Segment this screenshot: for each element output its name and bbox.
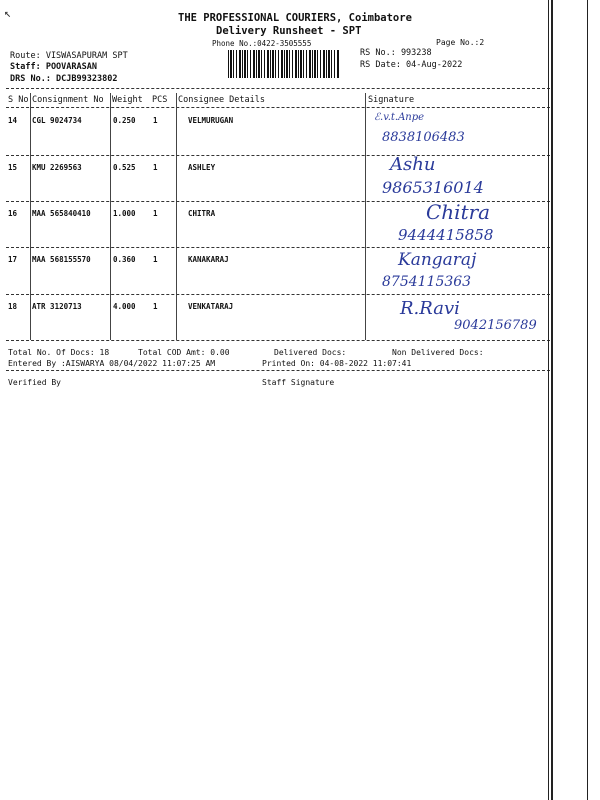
non-delivered-docs: Non Delivered Docs: bbox=[392, 348, 484, 357]
row-consignment: ATR 3120713 bbox=[32, 302, 82, 311]
company-title: THE PROFESSIONAL COURIERS, Coimbatore bbox=[178, 12, 412, 24]
row-pcs: 1 bbox=[153, 116, 158, 125]
signature-phone: 9444415858 bbox=[398, 226, 494, 244]
row-sno: 17 bbox=[8, 255, 18, 264]
rs-number: RS No.: 993238 bbox=[360, 48, 432, 58]
rs-date: RS Date: 04-Aug-2022 bbox=[360, 60, 463, 70]
phone-number: Phone No.:0422-3505555 bbox=[212, 39, 312, 48]
divider bbox=[6, 370, 550, 371]
signature-phone: 9865316014 bbox=[382, 178, 484, 197]
col-sno: S No bbox=[8, 95, 29, 105]
row-sno: 18 bbox=[8, 302, 18, 311]
col-signature: Signature bbox=[368, 95, 415, 105]
row-weight: 1.000 bbox=[113, 209, 136, 218]
delivered-docs: Delivered Docs: bbox=[274, 348, 347, 357]
row-consignee: CHITRA bbox=[188, 209, 216, 218]
barcode bbox=[228, 50, 340, 78]
col-consignee: Consignee Details bbox=[178, 95, 265, 105]
row-pcs: 1 bbox=[153, 255, 158, 264]
row-pcs: 1 bbox=[153, 163, 158, 172]
row-weight: 0.525 bbox=[113, 163, 136, 172]
signature-handwritten bbox=[368, 200, 548, 244]
total-cod-amount: Total COD Amt: 0.00 bbox=[138, 348, 230, 357]
signature-handwritten bbox=[368, 154, 548, 198]
signature-phone: 8754115363 bbox=[382, 274, 472, 290]
row-sno: 16 bbox=[8, 209, 18, 218]
row-weight: 0.360 bbox=[113, 255, 136, 264]
signature-name: Kangaraj bbox=[398, 250, 477, 270]
scan-edge-line bbox=[587, 0, 588, 800]
col-pcs: PCS bbox=[152, 95, 168, 105]
drs-number: DRS No.: DCJB99323802 bbox=[10, 74, 118, 84]
row-sno: 15 bbox=[8, 163, 18, 172]
row-sno: 14 bbox=[8, 116, 18, 125]
row-consignment: MAA 565840410 bbox=[32, 209, 91, 218]
scan-edge-line bbox=[548, 0, 549, 800]
col-consignment: Consignment No bbox=[32, 95, 104, 105]
entered-by: Entered By :AISWARYA 08/04/2022 11:07:25 AM bbox=[8, 359, 216, 368]
row-consignment: MAA 568155570 bbox=[32, 255, 91, 264]
punch-mark: ↖ bbox=[4, 6, 12, 20]
row-pcs: 1 bbox=[153, 302, 158, 311]
signature-name: Ashu bbox=[390, 154, 436, 175]
row-consignee: KANAKARAJ bbox=[188, 255, 229, 264]
row-consignment: CGL 9024734 bbox=[32, 116, 82, 125]
verified-by: Verified By bbox=[8, 378, 61, 387]
row-consignee: VENKATARAJ bbox=[188, 302, 234, 311]
signature-name: Chitra bbox=[426, 200, 491, 224]
document-title: Delivery Runsheet - SPT bbox=[216, 25, 362, 37]
divider bbox=[6, 340, 550, 341]
row-pcs: 1 bbox=[153, 209, 158, 218]
route-label: Route: VISWASAPURAM SPT bbox=[10, 51, 128, 61]
signature-handwritten bbox=[368, 248, 548, 292]
printed-on: Printed On: 04-08-2022 11:07:41 bbox=[262, 359, 412, 368]
signature-phone: 8838106483 bbox=[382, 130, 465, 145]
row-weight: 0.250 bbox=[113, 116, 136, 125]
signature-name: ℰ.v.t.Anpe bbox=[374, 112, 425, 123]
staff-signature: Staff Signature bbox=[262, 378, 335, 387]
page-number: Page No.:2 bbox=[436, 38, 485, 47]
divider bbox=[6, 88, 550, 89]
col-weight: Weight bbox=[112, 95, 143, 105]
row-consignment: KMU 2269563 bbox=[32, 163, 82, 172]
signature-handwritten bbox=[368, 110, 548, 154]
staff-label: Staff: POOVARASAN bbox=[10, 62, 97, 72]
total-docs: Total No. Of Docs: 18 bbox=[8, 348, 110, 357]
signature-phone: 9042156789 bbox=[454, 318, 537, 333]
signature-handwritten bbox=[368, 296, 548, 340]
divider bbox=[6, 294, 550, 295]
row-consignee: ASHLEY bbox=[188, 163, 216, 172]
row-weight: 4.000 bbox=[113, 302, 136, 311]
divider bbox=[6, 107, 550, 108]
row-consignee: VELMURUGAN bbox=[188, 116, 234, 125]
signature-name: R.Ravi bbox=[400, 298, 460, 319]
scan-edge-line bbox=[551, 0, 553, 800]
